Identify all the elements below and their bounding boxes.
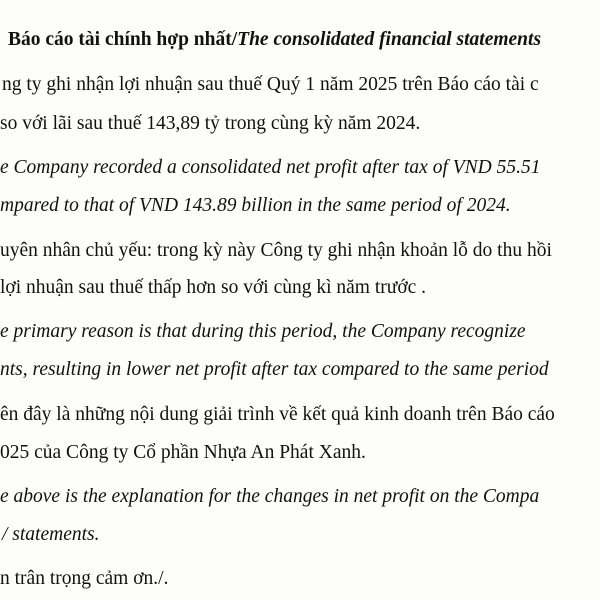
paragraph-en-1-line-1: e Company recorded a consolidated net profit after tax of VND 55.51 bbox=[0, 157, 541, 178]
paragraph-en-2-line-2: nts, resulting in lower net profit after tax compared to the same period bbox=[0, 359, 549, 380]
closing-line: n trân trọng cảm ơn./. bbox=[0, 568, 169, 589]
paragraph-en-2-line-1: e primary reason is that during this period, the Company recognize bbox=[0, 321, 526, 342]
heading-english: The consolidated financial statements bbox=[237, 29, 542, 50]
paragraph-vn-2-line-2: lợi nhuận sau thuế thấp hơn so với cùng kì năm trước . bbox=[0, 277, 427, 298]
paragraph-vn-2-line-1: uyên nhân chủ yếu: trong kỳ này Công ty ghi nhận khoản lỗ do thu hồi bbox=[0, 240, 552, 261]
section-heading bbox=[8, 30, 541, 50]
paragraph-en-1-line-2: mpared to that of VND 143.89 billion in the same period of 2024. bbox=[0, 195, 511, 216]
paragraph-en-3-line-1: e above is the explanation for the changes in net profit on the Compa bbox=[0, 486, 540, 507]
paragraph-en-3-line-2: / statements. bbox=[2, 524, 100, 545]
heading-vietnamese: Báo cáo tài chính hợp nhất/ bbox=[8, 29, 238, 50]
paragraph-vn-1-line-1: ng ty ghi nhận lợi nhuận sau thuế Quý 1 năm 2025 trên Báo cáo tài c bbox=[2, 74, 539, 95]
paragraph-vn-1-line-2: so với lãi sau thuế 143,89 tỷ trong cùng kỳ năm 2024. bbox=[0, 113, 421, 134]
paragraph-vn-3-line-2: 025 của Công ty Cổ phần Nhựa An Phát Xanh. bbox=[0, 442, 366, 463]
paragraph-vn-3-line-1: ên đây là những nội dung giải trình về kết quả kinh doanh trên Báo cáo bbox=[0, 404, 555, 425]
